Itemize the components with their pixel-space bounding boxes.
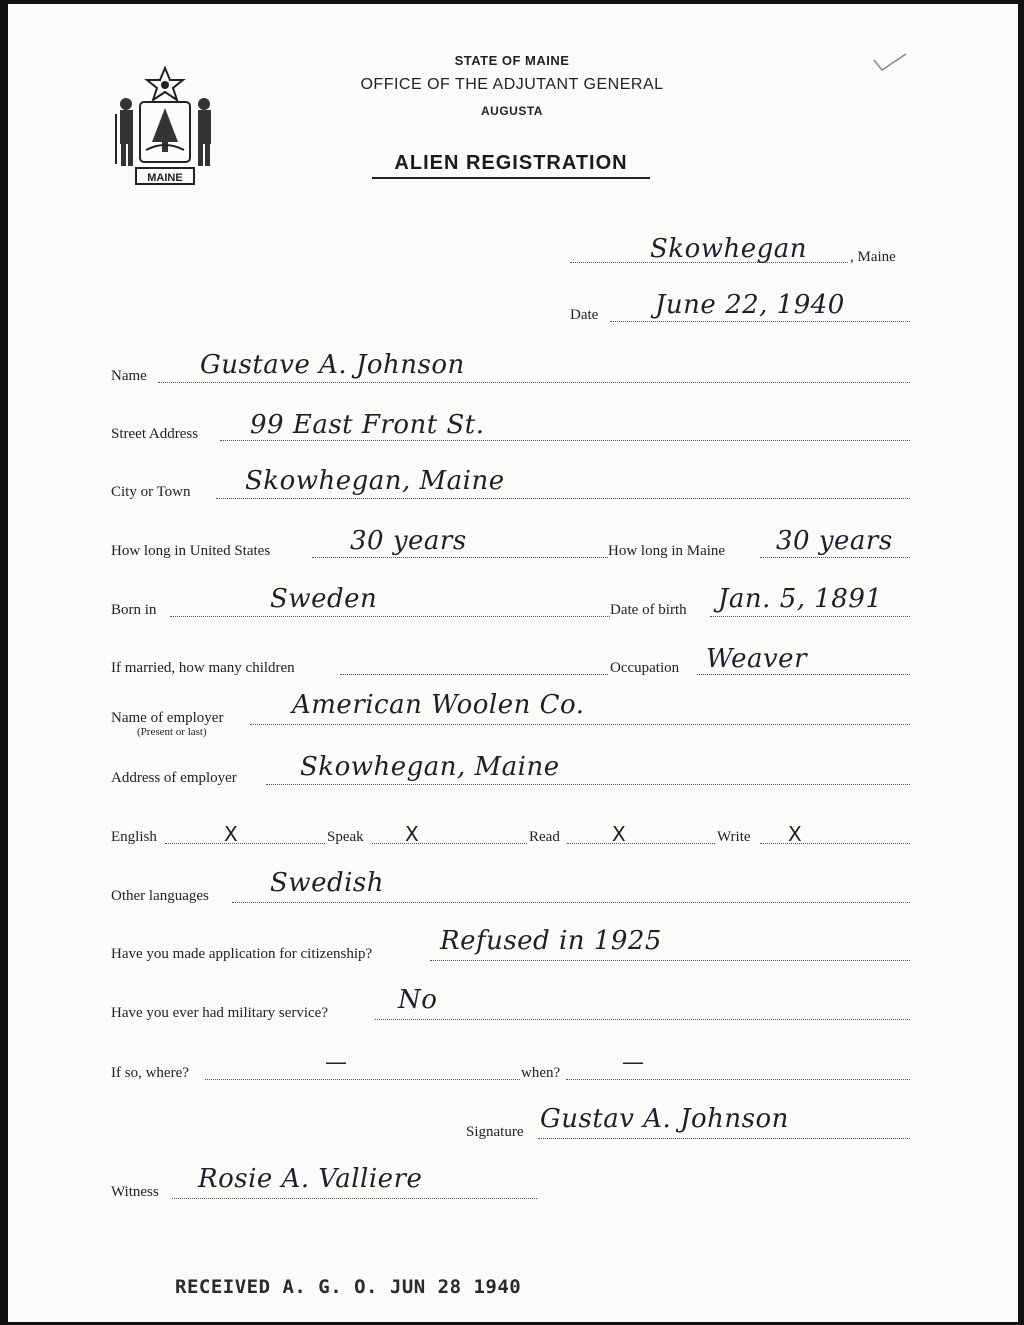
born-value: Sweden — [270, 584, 378, 614]
military-label: Have you ever had military service? — [111, 1005, 328, 1021]
occupation-value: Weaver — [706, 644, 807, 674]
born-label: Born in — [111, 602, 157, 618]
where-line — [205, 1079, 520, 1080]
other-languages-label: Other languages — [111, 888, 209, 904]
citizenship-line — [430, 960, 910, 961]
name-line — [158, 382, 910, 383]
employer-address-value: Skowhegan, Maine — [300, 752, 560, 782]
other-languages-line — [232, 902, 910, 903]
where-value: — — [325, 1050, 348, 1075]
children-label: If married, how many children — [111, 660, 295, 676]
signature-label: Signature — [466, 1124, 524, 1140]
date-label: Date — [570, 307, 599, 323]
city-value: Skowhegan, Maine — [245, 466, 505, 496]
english-label: English — [111, 829, 157, 845]
occupation-line — [697, 674, 910, 675]
employer-line — [250, 724, 910, 725]
employer-sublabel: (Present or last) — [137, 726, 207, 738]
employer-value: American Woolen Co. — [292, 690, 585, 720]
employer-address-line — [266, 784, 910, 785]
maine-duration-label: How long in Maine — [608, 543, 726, 559]
read-line — [567, 843, 715, 844]
date-value: June 22, 1940 — [655, 290, 845, 320]
maine-duration-value: 30 years — [776, 526, 893, 556]
write-line — [760, 843, 910, 844]
employer-address-label: Address of employer — [111, 770, 237, 786]
received-stamp: RECEIVED A. G. O. JUN 28 1940 — [175, 1276, 522, 1298]
witness-value: Rosie A. Valliere — [198, 1164, 423, 1194]
read-label: Read — [529, 829, 560, 845]
place-suffix: , Maine — [850, 249, 896, 265]
speak-line — [372, 843, 527, 844]
when-value: — — [622, 1050, 645, 1075]
form-title: ALIEN REGISTRATION — [372, 152, 650, 179]
dob-value: Jan. 5, 1891 — [718, 584, 883, 614]
witness-label: Witness — [111, 1184, 159, 1200]
military-line — [375, 1019, 910, 1020]
write-mark: X — [788, 822, 802, 846]
write-label: Write — [717, 829, 751, 845]
maine-duration-line — [760, 557, 910, 558]
speak-mark: X — [405, 822, 419, 846]
where-label: If so, where? — [111, 1065, 189, 1081]
speak-label: Speak — [327, 829, 364, 845]
citizenship-value: Refused in 1925 — [440, 926, 662, 956]
other-languages-value: Swedish — [270, 868, 384, 898]
city-label: City or Town — [111, 484, 191, 500]
children-line — [340, 674, 608, 675]
when-line — [566, 1079, 910, 1080]
witness-line — [172, 1198, 537, 1199]
citizenship-label: Have you made application for citizenship? — [111, 946, 373, 962]
english-mark: X — [224, 822, 238, 846]
city-line — [216, 498, 910, 499]
office-heading: OFFICE OF THE ADJUTANT GENERAL — [360, 76, 664, 93]
us-duration-label: How long in United States — [111, 543, 271, 559]
signature-line — [538, 1138, 910, 1139]
when-label: when? — [521, 1065, 561, 1081]
name-label: Name — [111, 368, 147, 384]
name-value: Gustave A. Johnson — [200, 350, 465, 380]
place-value: Skowhegan — [650, 234, 807, 264]
employer-label: Name of employer — [111, 710, 224, 726]
dob-line — [710, 616, 910, 617]
read-mark: X — [612, 822, 626, 846]
city-heading: AUGUSTA — [481, 104, 543, 118]
us-duration-value: 30 years — [350, 526, 467, 556]
occupation-label: Occupation — [610, 660, 680, 676]
state-heading: STATE OF MAINE — [454, 53, 570, 68]
english-line — [165, 843, 325, 844]
seal-banner-text: MAINE — [147, 172, 183, 184]
date-line — [610, 321, 910, 322]
street-line — [220, 440, 910, 441]
born-line — [170, 616, 610, 617]
signature-value: Gustav A. Johnson — [540, 1104, 789, 1134]
street-label: Street Address — [111, 426, 199, 442]
military-value: No — [398, 985, 438, 1015]
dob-label: Date of birth — [610, 602, 687, 618]
street-value: 99 East Front St. — [250, 410, 485, 440]
us-duration-line — [312, 557, 608, 558]
